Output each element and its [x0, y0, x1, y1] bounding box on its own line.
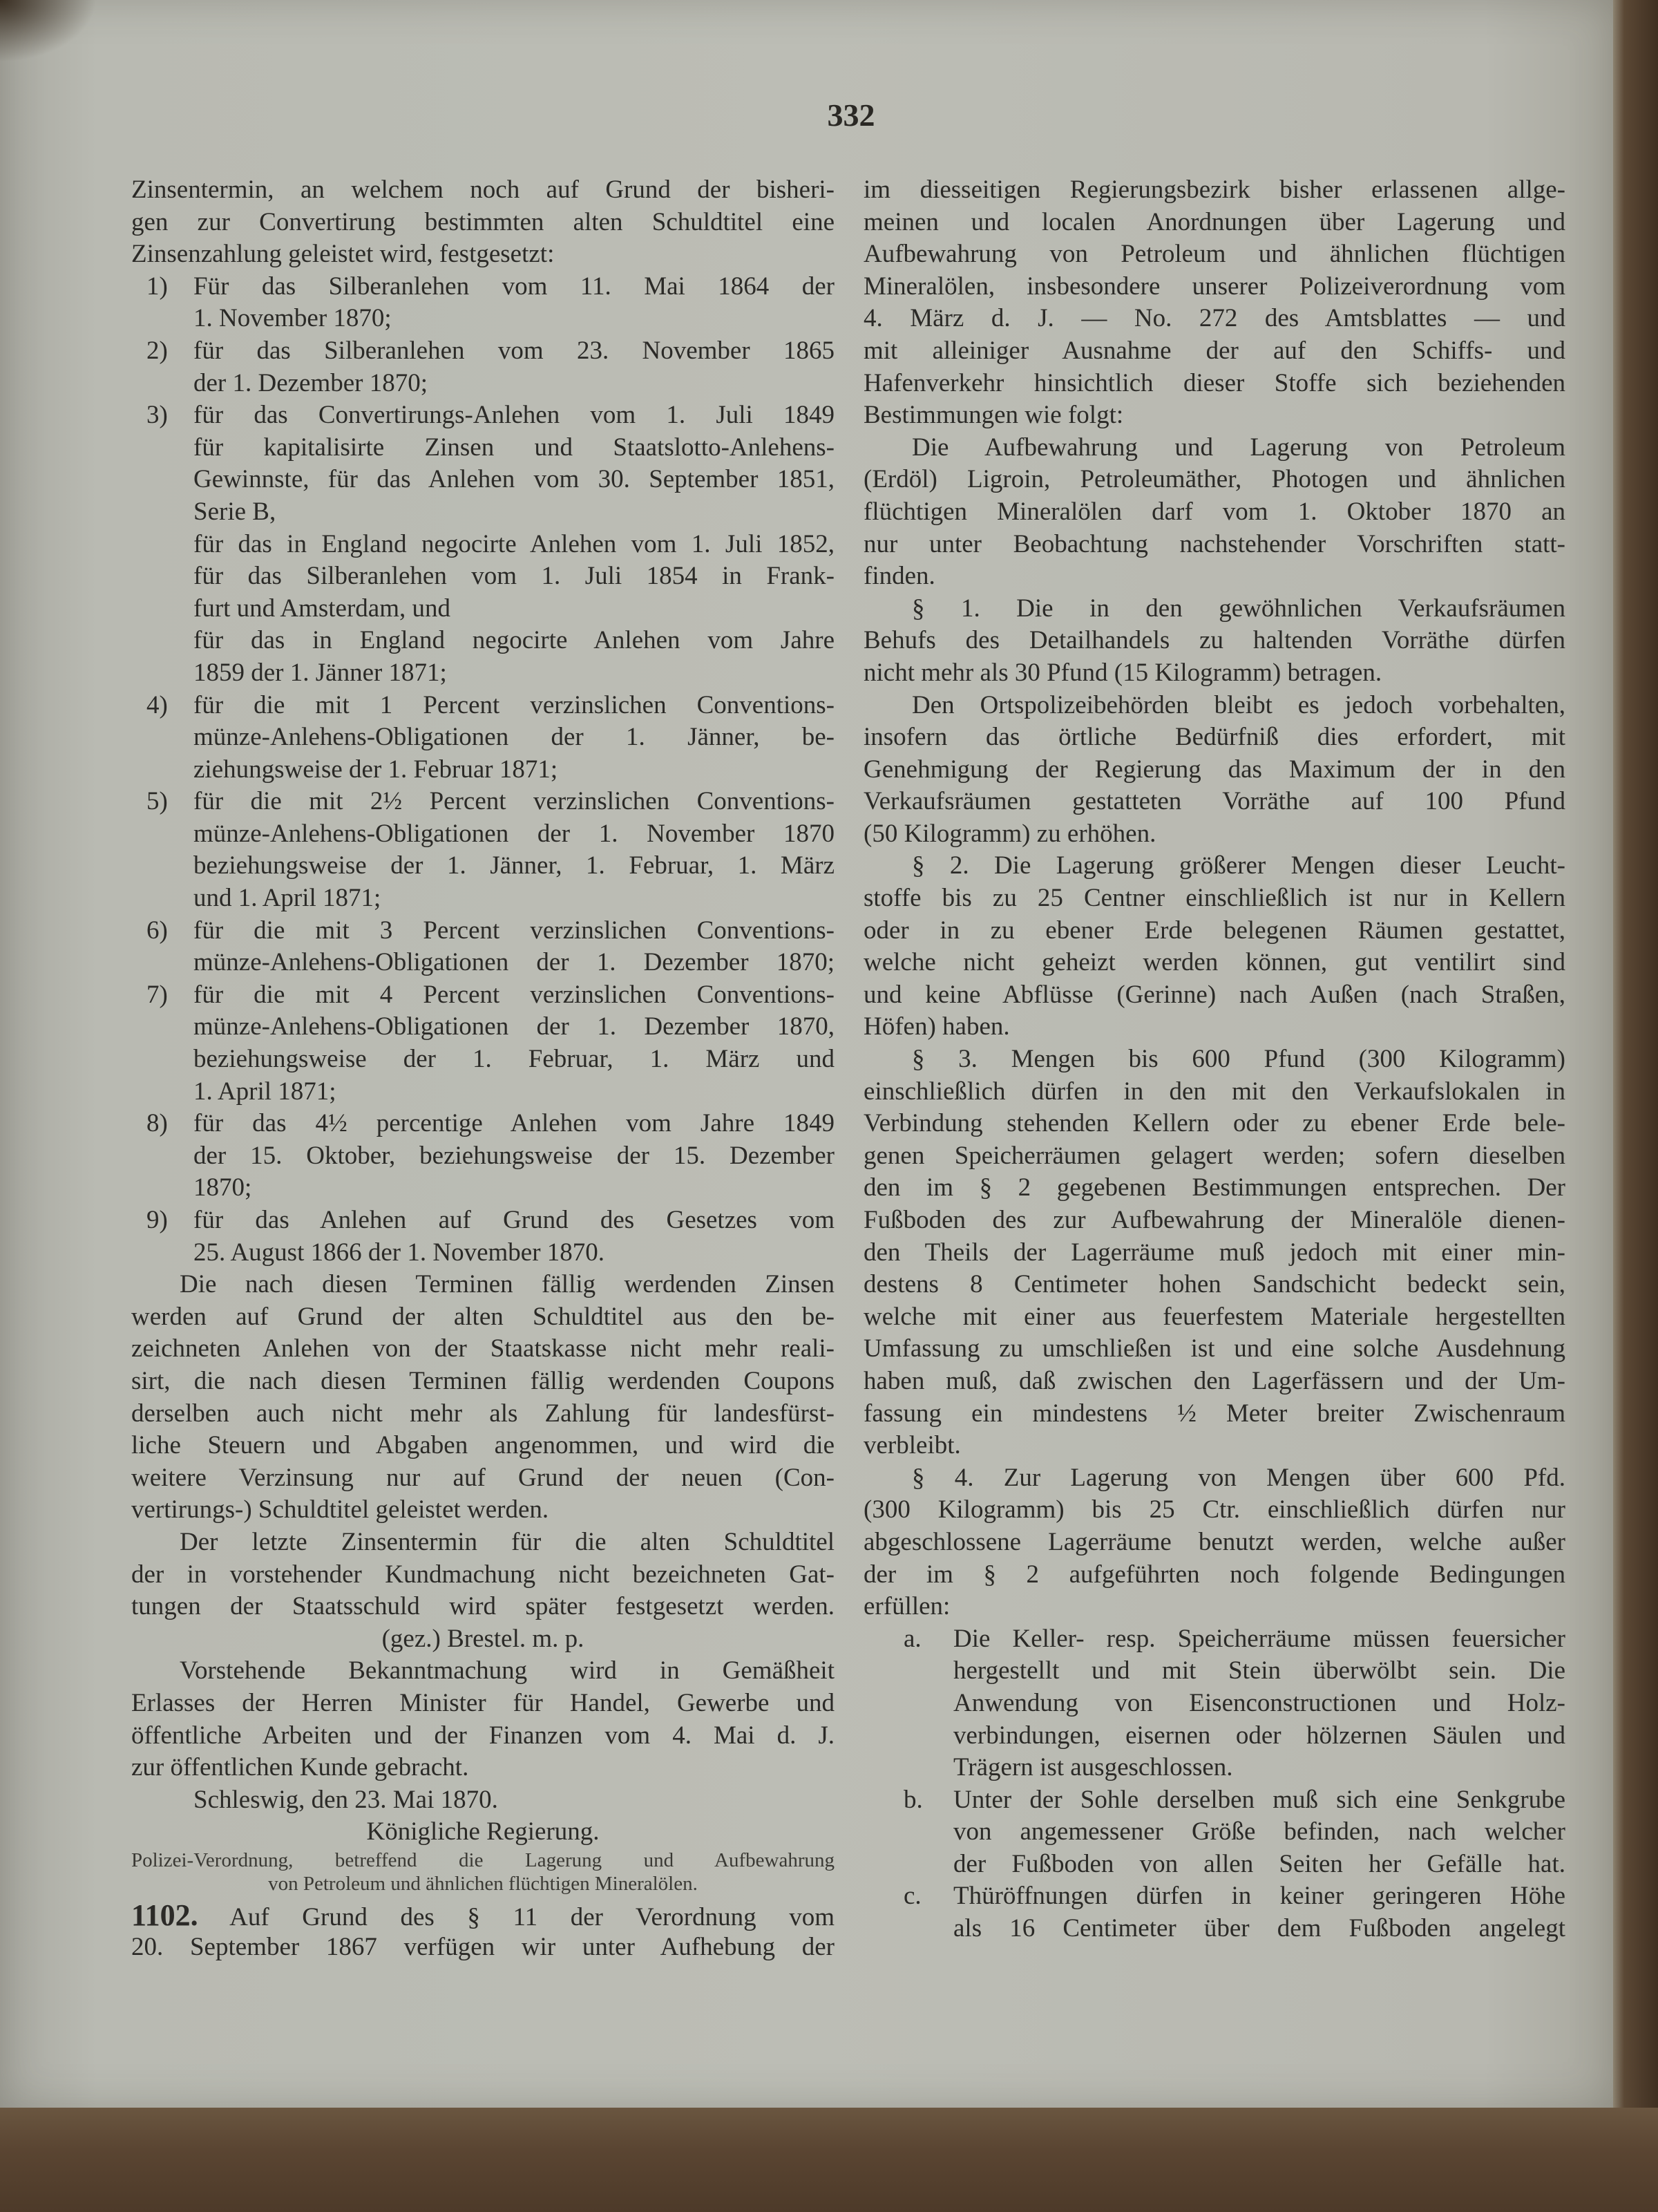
line-text: flüchtigen Mineralölen darf vom 1. Oktober 1870 an: [864, 497, 1565, 526]
line-text: münze-Anlehens-Obligationen der 1. Jänner, be-: [193, 723, 835, 752]
line-text: Königliche Regierung.: [366, 1817, 600, 1846]
line-text: als 16 Centimeter über dem Fußboden angelegt: [953, 1914, 1565, 1943]
text-line: [864, 432, 1565, 464]
line-text: für das Silberanlehen vom 23. November 1865: [193, 336, 835, 365]
text-line: [131, 657, 835, 690]
text-line: [864, 207, 1565, 239]
line-text: Genehmigung der Regierung das Maximum der in den: [864, 755, 1565, 784]
text-line: [864, 1430, 1565, 1462]
text-line: [131, 1269, 835, 1301]
line-text: (Erdöl) Ligroin, Petroleumäther, Photogen und ähnlichen: [864, 465, 1565, 494]
line-text: Umfassung zu umschließen ist und eine solche Ausdehnung: [864, 1334, 1565, 1363]
line-text: sirt, die nach diesen Terminen fällig werdenden Coupons: [131, 1366, 835, 1395]
text-line: [131, 271, 835, 303]
text-line: [131, 1204, 835, 1237]
text-line: [131, 915, 835, 947]
text-line: [131, 1462, 835, 1495]
text-line: [864, 882, 1565, 915]
line-text: verbleibt.: [864, 1431, 961, 1460]
text-line: [131, 721, 835, 754]
line-text: der 1. Dezember 1870;: [193, 368, 428, 397]
heading-text: [131, 1900, 835, 1934]
line-text: Behufs des Detailhandels zu haltenden Vorräthe dürfen: [864, 626, 1565, 655]
text-line: [131, 1752, 835, 1784]
text-line: [131, 818, 835, 851]
line-text: erfüllen:: [864, 1592, 951, 1621]
text-line: [131, 1591, 835, 1623]
text-line: [864, 690, 1565, 722]
line-text: § 2. Die Lagerung größerer Mengen dieser Leucht-: [912, 851, 1565, 880]
line-text: § 1. Die in den gewöhnlichen Verkaufsräumen: [912, 594, 1565, 623]
line-text: welche nicht geheizt werden können, gut ventilirt sind: [864, 948, 1565, 977]
text-line: [131, 1623, 835, 1656]
text-line: [864, 303, 1565, 335]
line-text: Zinsenzahlung geleistet wird, festgesetzt:: [131, 240, 555, 269]
line-text: der 15. Oktober, beziehungsweise der 15. Dezember: [193, 1141, 835, 1170]
text-line: [864, 1204, 1565, 1237]
line-text: öffentliche Arbeiten und der Finanzen vom 4. Mai d. J.: [131, 1721, 835, 1750]
text-line: [864, 818, 1565, 851]
text-line: [864, 1269, 1565, 1301]
line-text: Verbindung stehenden Kellern oder zu ebener Erde bele-: [864, 1109, 1565, 1138]
list-item-number: 5): [146, 787, 168, 816]
text-line: [131, 786, 835, 818]
line-text: für das Convertirungs-Anlehen vom 1. Juli 1849: [193, 401, 835, 430]
line-text: 1870;: [193, 1173, 252, 1202]
line-text: liche Steuern und Abgaben angenommen, und wird die: [131, 1431, 835, 1460]
regulation-title-line: [131, 1872, 835, 1900]
text-line: [864, 1752, 1565, 1784]
text-line: [864, 915, 1565, 947]
text-line: [131, 1237, 835, 1269]
text-line: [131, 335, 835, 368]
line-text: Für das Silberanlehen vom 11. Mai 1864 der: [193, 272, 835, 301]
line-text: für die mit 1 Percent verzinslichen Conventions-: [193, 690, 835, 719]
line-text: Den Ortspolizeibehörden bleibt es jedoch vorbehalten,: [912, 690, 1565, 719]
line-text: der im § 2 aufgeführten noch folgende Bedingungen: [864, 1560, 1565, 1589]
line-text: Bestimmungen wie folgt:: [864, 401, 1124, 430]
list-item-number: 8): [146, 1109, 168, 1138]
line-text: verbindungen, eisernen oder hölzernen Säulen und: [953, 1721, 1565, 1750]
line-text: § 4. Zur Lagerung von Mengen über 600 Pfd.: [912, 1463, 1565, 1492]
text-line: [864, 1140, 1565, 1173]
line-text: insofern das örtliche Bedürfniß dies erfordert, mit: [864, 723, 1565, 752]
line-text: weitere Verzinsung nur auf Grund der neuen (Con-: [131, 1463, 835, 1492]
line-text: Vorstehende Bekanntmachung wird in Gemäßheit: [180, 1656, 835, 1685]
text-line: [864, 1913, 1565, 1945]
line-text: den im § 2 gegebenen Bestimmungen entsprechen. Der: [864, 1173, 1565, 1202]
text-line: [864, 271, 1565, 303]
list-item-number: b.: [904, 1785, 923, 1814]
text-line: [864, 1365, 1565, 1398]
line-text: beziehungsweise der 1. Februar, 1. März und: [193, 1045, 835, 1074]
list-item-number: 9): [146, 1206, 168, 1234]
line-text: (50 Kilogramm) zu erhöhen.: [864, 819, 1156, 848]
text-line: [131, 207, 835, 239]
regulation-title-line: [131, 1849, 835, 1872]
line-text: nicht mehr als 30 Pfund (15 Kilogramm) betragen.: [864, 658, 1382, 687]
text-line: [131, 625, 835, 657]
text-line: [131, 303, 835, 335]
left-column: [131, 174, 835, 1964]
text-line: [131, 399, 835, 432]
line-text: für kapitalisirte Zinsen und Staatslotto-Anlehens-: [193, 433, 835, 462]
line-text: ziehungsweise der 1. Februar 1871;: [193, 755, 558, 784]
text-line: [131, 1365, 835, 1398]
text-line: [864, 1816, 1565, 1849]
table-surface-bottom: [0, 2108, 1658, 2212]
text-line: [864, 1333, 1565, 1365]
text-line: [131, 1108, 835, 1140]
line-text: finden.: [864, 562, 935, 591]
text-line: [864, 786, 1565, 818]
line-text: und 1. April 1871;: [193, 884, 381, 913]
list-item-number: 2): [146, 336, 168, 365]
text-line: [864, 529, 1565, 561]
list-item-number: 7): [146, 980, 168, 1009]
text-line: [864, 464, 1565, 496]
text-line: [131, 593, 835, 625]
text-line: [864, 238, 1565, 271]
text-line: [864, 1720, 1565, 1752]
list-item-number: 3): [146, 401, 168, 430]
text-line: [864, 1623, 1565, 1656]
list-item-number: 1): [146, 272, 168, 301]
line-text: meinen und localen Anordnungen über Lagerung und: [864, 207, 1565, 236]
line-text: für das 4½ percentige Anlehen vom Jahre 1849: [193, 1109, 835, 1138]
text-line: [131, 1526, 835, 1559]
text-line: [131, 464, 835, 496]
text-line: [131, 529, 835, 561]
line-text: § 3. Mengen bis 600 Pfund (300 Kilogramm): [912, 1045, 1565, 1074]
line-text: hergestellt und mit Stein überwölbt sein. Die: [953, 1656, 1565, 1685]
text-line: [131, 947, 835, 979]
text-line: [864, 1237, 1565, 1269]
line-text: Gewinnste, für das Anlehen vom 30. September 1851,: [193, 465, 835, 494]
line-text: Der letzte Zinsentermin für die alten Schuldtitel: [180, 1527, 835, 1556]
line-text: Erlasses der Herren Minister für Handel, Gewerbe und: [131, 1688, 835, 1717]
line-text: münze-Anlehens-Obligationen der 1. Dezember 1870;: [193, 948, 835, 977]
line-text: zur öffentlichen Kunde gebracht.: [131, 1753, 469, 1782]
line-text: abgeschlossene Lagerräume benutzt werden, welche außer: [864, 1527, 1565, 1556]
line-text: (gez.) Brestel. m. p.: [381, 1624, 584, 1653]
text-line: [864, 593, 1565, 625]
line-text: für das in England negocirte Anlehen vom Jahre: [193, 626, 835, 655]
section-number: 1102.: [131, 1898, 198, 1932]
text-line: [131, 174, 835, 207]
line-text: Polizei-Verordnung, betreffend die Lagerung und Aufbewahrung: [131, 1849, 835, 1871]
text-line: [864, 399, 1565, 432]
text-line: [864, 979, 1565, 1012]
line-text: Schleswig, den 23. Mai 1870.: [193, 1785, 498, 1814]
text-line: [864, 721, 1565, 754]
text-line: [131, 882, 835, 915]
text-line: [864, 1398, 1565, 1430]
line-text: 25. August 1866 der 1. November 1870.: [193, 1238, 605, 1267]
text-line: [131, 432, 835, 464]
text-line: [131, 496, 835, 529]
text-line: [864, 1011, 1565, 1043]
text-line: [864, 1655, 1565, 1688]
text-line: [864, 625, 1565, 657]
line-text: nur unter Beobachtung nachstehender Vorschriften statt-: [864, 529, 1565, 558]
line-text: Höfen) haben.: [864, 1012, 1010, 1041]
list-item-number: c.: [904, 1882, 922, 1911]
page-number: 332: [827, 97, 875, 133]
line-text: 20. September 1867 verfügen wir unter Aufhebung der: [131, 1933, 835, 1962]
text-line: [864, 1559, 1565, 1591]
line-text: genen Speicherräumen gelagert werden; sofern dieselben: [864, 1141, 1565, 1170]
line-text: und keine Abflüsse (Gerinne) nach Außen (nach Straßen,: [864, 980, 1565, 1009]
text-line: [864, 1784, 1565, 1817]
text-line: [131, 368, 835, 400]
line-text: 1. November 1870;: [193, 304, 392, 333]
text-line: [864, 657, 1565, 690]
text-line: [131, 1301, 835, 1334]
text-line: [131, 1655, 835, 1688]
text-line: [864, 1172, 1565, 1204]
text-line: [864, 560, 1565, 593]
text-line: [131, 1720, 835, 1752]
line-text: oder in zu ebener Erde belegenen Räumen gestattet,: [864, 916, 1565, 945]
line-text: beziehungsweise der 1. Jänner, 1. Februar, 1. März: [193, 851, 835, 880]
line-text: Aufbewahrung von Petroleum und ähnlichen flüchtigen: [864, 240, 1565, 269]
text-line: [864, 1688, 1565, 1720]
line-text: gen zur Convertirung bestimmten alten Schuldtitel eine: [131, 207, 835, 236]
list-item-number: a.: [904, 1624, 922, 1653]
line-text: für die mit 2½ Percent verzinslichen Conventions-: [193, 787, 835, 816]
text-line: [131, 1043, 835, 1076]
line-text: für das Anlehen auf Grund des Gesetzes vom: [193, 1206, 835, 1234]
list-item-number: 6): [146, 916, 168, 945]
line-text: derselben auch nicht mehr als Zahlung für landesfürst-: [131, 1399, 835, 1428]
line-text: münze-Anlehens-Obligationen der 1. November 1870: [193, 819, 835, 848]
line-text: 1859 der 1. Jänner 1871;: [193, 658, 447, 687]
text-line: [864, 1526, 1565, 1559]
line-text: münze-Anlehens-Obligationen der 1. Dezember 1870,: [193, 1012, 835, 1041]
line-text: von angemessener Größe befinden, nach welcher: [953, 1817, 1565, 1846]
line-text: Zinsentermin, an welchem noch auf Grund der bisheri-: [131, 176, 835, 204]
line-text: Anwendung von Eisenconstructionen und Holz-: [953, 1688, 1565, 1717]
line-text: für die mit 3 Percent verzinslichen Conventions-: [193, 916, 835, 945]
text-line: [131, 1333, 835, 1365]
text-line: [131, 1816, 835, 1849]
line-text: furt und Amsterdam, und: [193, 594, 451, 623]
text-line: [864, 1591, 1565, 1623]
text-line: [131, 1398, 835, 1430]
text-line: [131, 1559, 835, 1591]
list-item-number: 4): [146, 690, 168, 719]
text-line: [131, 1931, 835, 1964]
line-text: Mineralölen, insbesondere unserer Polizeiverordnung vom: [864, 272, 1565, 301]
line-text: Thüröffnungen dürfen in keiner geringeren Höhe: [953, 1882, 1565, 1911]
line-text: fassung ein mindestens ½ Meter breiter Zwischenraum: [864, 1399, 1565, 1428]
page-corner-shadow: [0, 0, 97, 62]
right-column: [864, 174, 1565, 1945]
text-line: [131, 1140, 835, 1173]
text-line: [864, 754, 1565, 786]
line-text: der Fußboden von allen Seiten her Gefälle hat.: [953, 1849, 1565, 1878]
line-text: werden auf Grund der alten Schuldtitel aus den be-: [131, 1302, 835, 1331]
line-text: Die nach diesen Terminen fällig werdenden Zinsen: [180, 1270, 835, 1299]
line-text: im diesseitigen Regierungsbezirk bisher erlassenen allge-: [864, 176, 1565, 204]
text-line: [131, 1784, 835, 1817]
line-text: Unter der Sohle derselben muß sich eine Senkgrube: [953, 1785, 1565, 1814]
text-line: [864, 1494, 1565, 1526]
text-line: [131, 560, 835, 593]
line-text: Trägern ist ausgeschlossen.: [953, 1753, 1233, 1782]
text-line: [864, 1462, 1565, 1495]
text-line: [864, 1043, 1565, 1076]
line-text: für das Silberanlehen vom 1. Juli 1854 in Frank-: [193, 562, 835, 591]
line-text: Auf Grund des § 11 der Verordnung vom: [229, 1902, 835, 1931]
text-line: [131, 1076, 835, 1108]
line-text: Die Aufbewahrung und Lagerung von Petroleum: [912, 433, 1565, 462]
text-line: [864, 1076, 1565, 1108]
text-line: [864, 368, 1565, 400]
line-text: welche mit einer aus feuerfestem Materiale hergestellten: [864, 1302, 1565, 1331]
line-text: Serie B,: [193, 497, 276, 526]
line-text: mit alleiniger Ausnahme der auf den Schiffs- und: [864, 336, 1565, 365]
text-line: [864, 850, 1565, 882]
text-line: [131, 690, 835, 722]
text-line: [864, 1108, 1565, 1140]
line-text: tungen der Staatsschuld wird später festgesetzt werden.: [131, 1592, 835, 1621]
line-text: einschließlich dürfen in den mit den Verkaufslokalen in: [864, 1077, 1565, 1106]
line-text: von Petroleum und ähnlichen flüchtigen Mineralölen.: [268, 1872, 698, 1895]
line-text: Verkaufsräumen gestatteten Vorräthe auf 100 Pfund: [864, 787, 1565, 816]
line-text: für das in England negocirte Anlehen vom 1. Juli 1852,: [193, 529, 835, 558]
line-text: 4. März d. J. — No. 272 des Amtsblattes — und: [864, 304, 1565, 333]
text-line: [131, 1011, 835, 1043]
section-heading-line: [131, 1900, 835, 1932]
line-text: stoffe bis zu 25 Centner einschließlich ist nur in Kellern: [864, 884, 1565, 913]
text-line: [864, 496, 1565, 529]
line-text: vertirungs-) Schuldtitel geleistet werden.: [131, 1495, 549, 1524]
text-line: [864, 174, 1565, 207]
text-line: [864, 1880, 1565, 1913]
line-text: der in vorstehender Kundmachung nicht bezeichneten Gat-: [131, 1560, 835, 1589]
line-text: destens 8 Centimeter hohen Sandschicht bedeckt sein,: [864, 1270, 1565, 1299]
line-text: 1. April 1871;: [193, 1077, 336, 1106]
book-edge-right: [1613, 0, 1658, 2212]
text-line: [131, 1494, 835, 1526]
text-line: [864, 947, 1565, 979]
text-line: [864, 1301, 1565, 1334]
line-text: für die mit 4 Percent verzinslichen Conventions-: [193, 980, 835, 1009]
line-text: den Theils der Lagerräume muß jedoch mit einer min-: [864, 1238, 1565, 1267]
text-line: [131, 1172, 835, 1204]
text-line: [131, 979, 835, 1012]
text-line: [131, 754, 835, 786]
line-text: zeichneten Anlehen von der Staatskasse nicht mehr reali-: [131, 1334, 835, 1363]
text-line: [864, 335, 1565, 368]
line-text: Die Keller- resp. Speicherräume müssen feuersicher: [953, 1624, 1565, 1653]
line-text: Hafenverkehr hinsichtlich dieser Stoffe sich beziehenden: [864, 368, 1565, 397]
line-text: (300 Kilogramm) bis 25 Ctr. einschließlich dürfen nur: [864, 1495, 1565, 1524]
text-line: [131, 1688, 835, 1720]
text-line: [131, 1430, 835, 1462]
line-text: Fußboden des zur Aufbewahrung der Mineralöle dienen-: [864, 1206, 1565, 1234]
line-text: haben muß, daß zwischen den Lagerfässern und der Um-: [864, 1366, 1565, 1395]
text-line: [131, 238, 835, 271]
text-line: [864, 1849, 1565, 1881]
text-line: [131, 850, 835, 882]
